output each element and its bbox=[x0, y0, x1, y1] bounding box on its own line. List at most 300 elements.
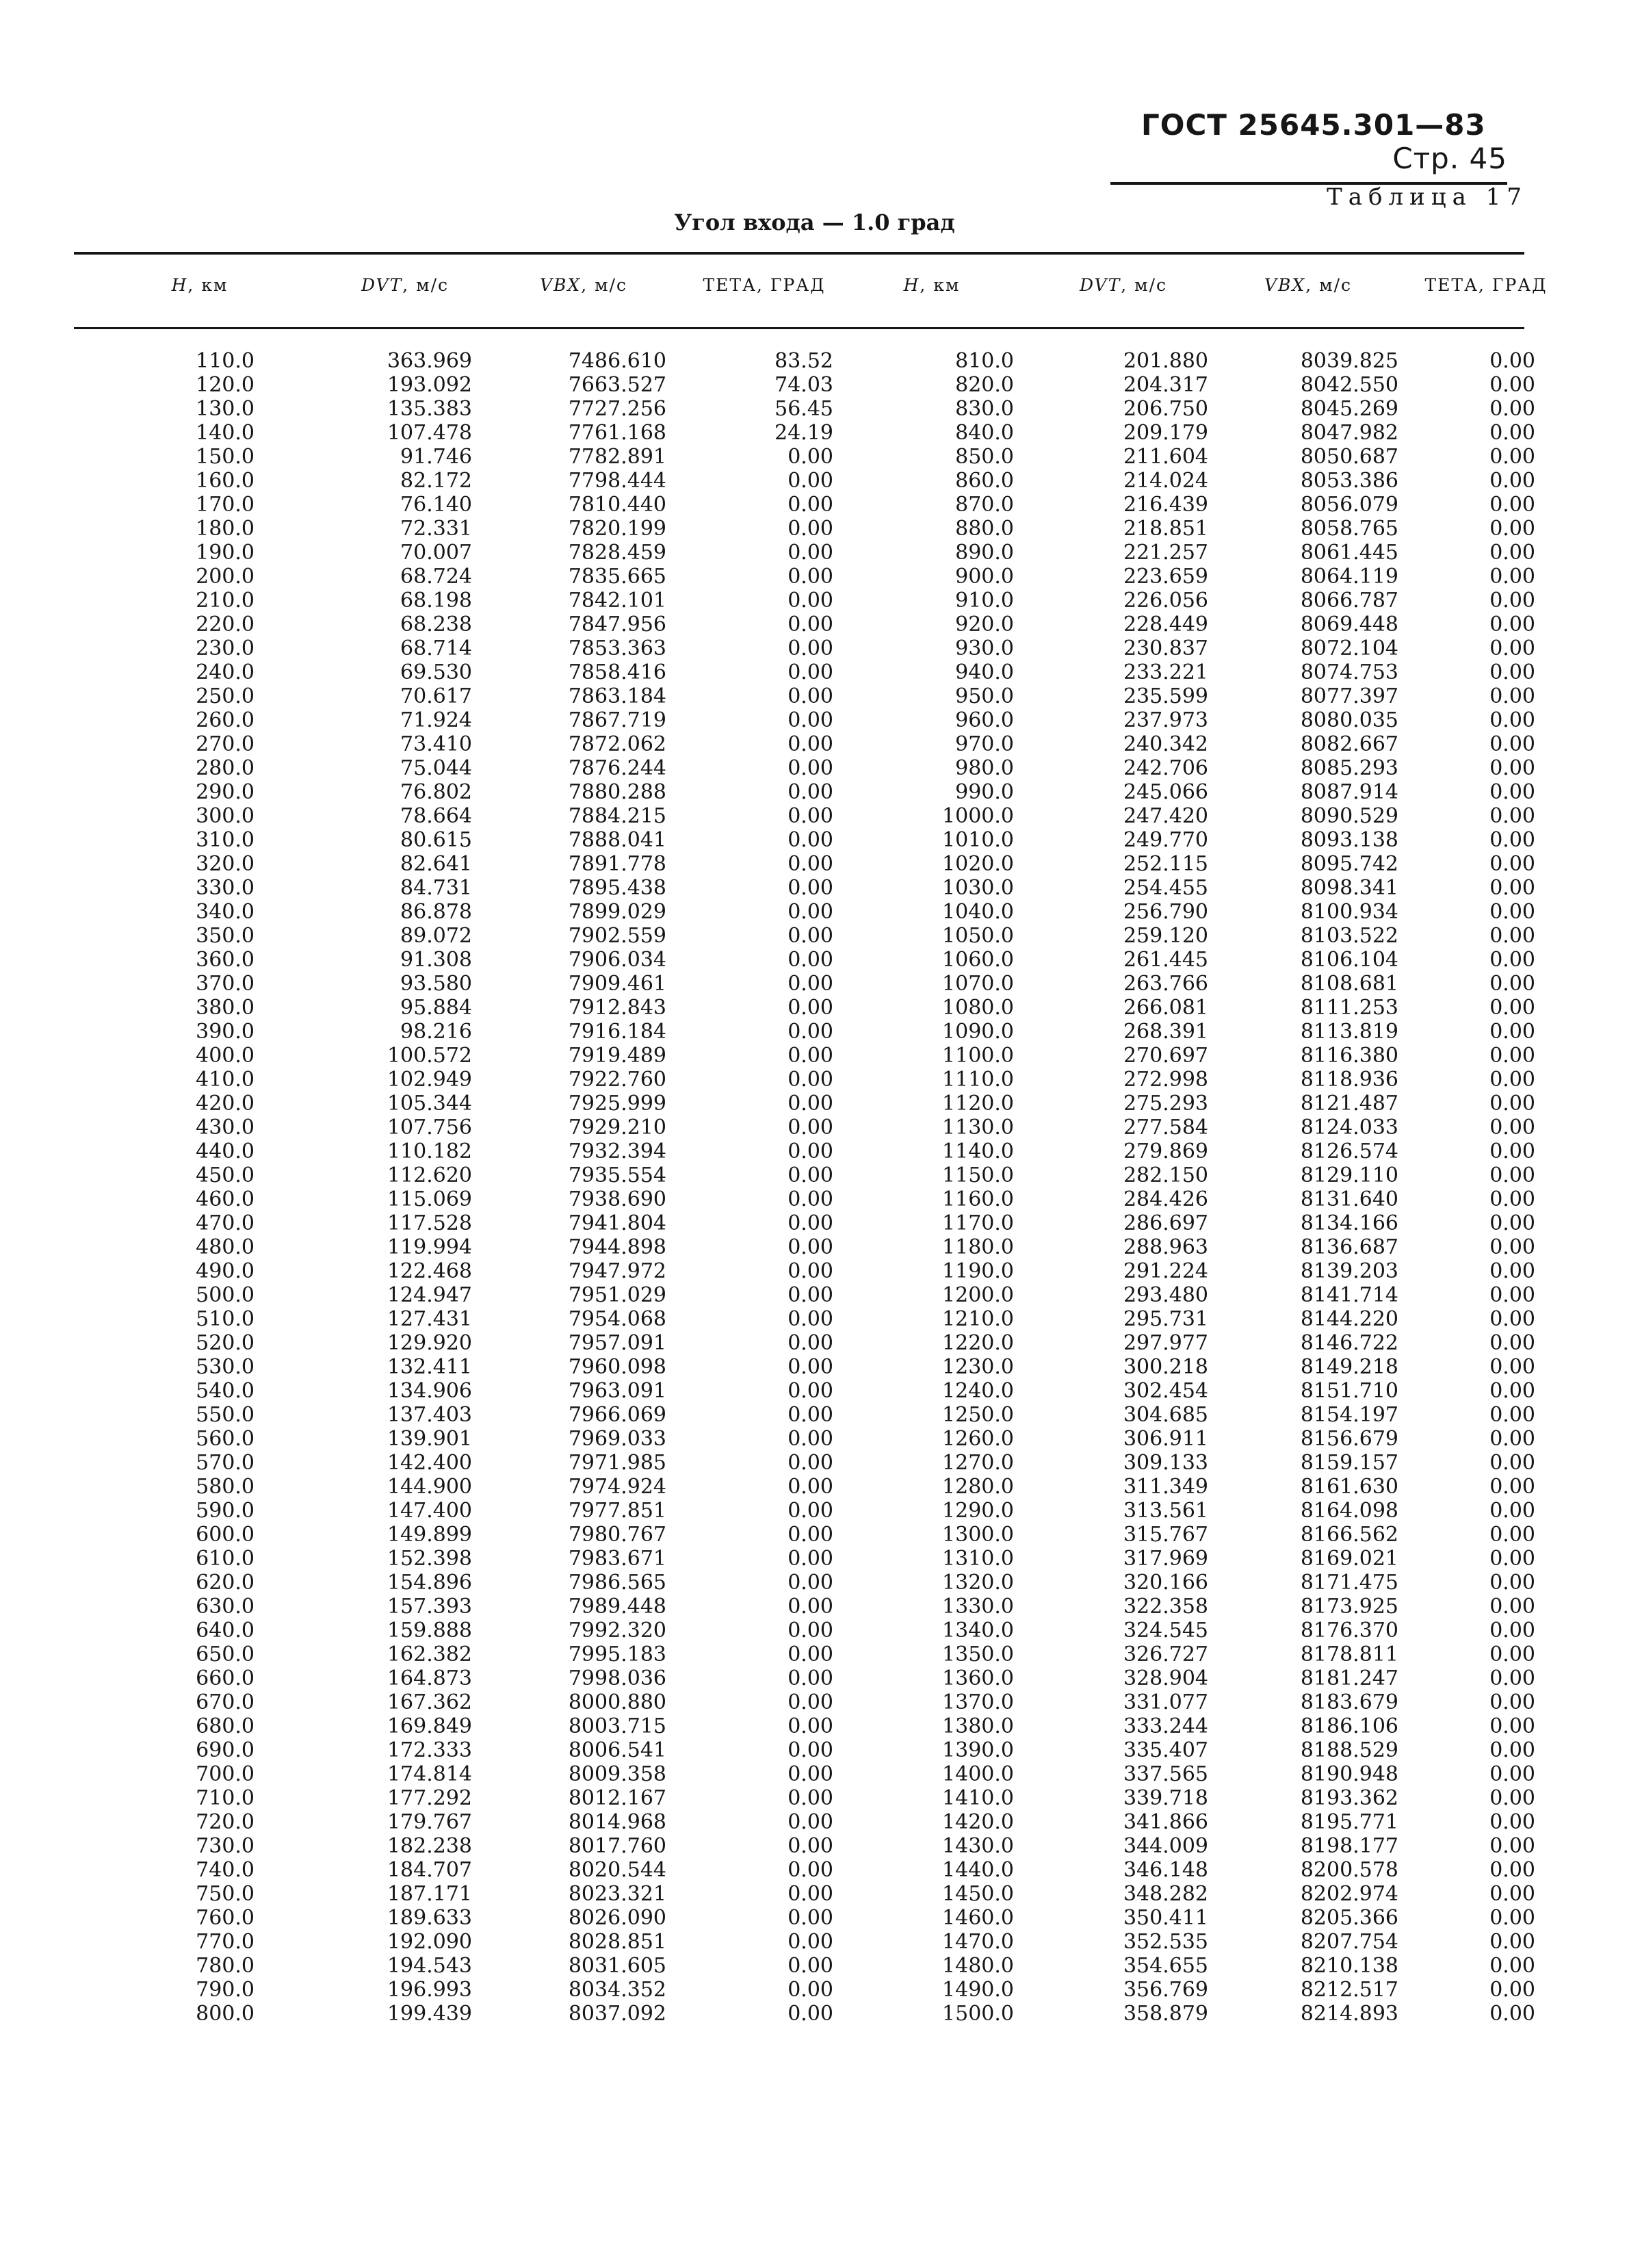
table-cell: 8085.293 bbox=[1300, 756, 1398, 780]
table-cell: 317.969 bbox=[1123, 1547, 1208, 1571]
table-cell: 272.998 bbox=[1123, 1068, 1208, 1092]
table-cell: 7922.760 bbox=[568, 1068, 666, 1092]
column-header: VBX, м/с bbox=[1264, 275, 1352, 295]
table-cell: 790.0 bbox=[196, 1978, 255, 2002]
table-cell: 344.009 bbox=[1123, 1834, 1208, 1858]
table-cell: 8064.119 bbox=[1300, 565, 1398, 589]
table-cell: 0.00 bbox=[787, 1523, 833, 1547]
table-cell: 0.00 bbox=[787, 996, 833, 1020]
table-cell: 940.0 bbox=[955, 660, 1014, 684]
table-cell: 1070.0 bbox=[942, 972, 1014, 996]
table-cell: 193.092 bbox=[387, 373, 472, 397]
table-cell: 8214.893 bbox=[1300, 2002, 1398, 2026]
table-cell: 1260.0 bbox=[942, 1427, 1014, 1451]
table-cell: 0.00 bbox=[787, 517, 833, 541]
table-cell: 7858.416 bbox=[568, 660, 666, 684]
table-cell: 0.00 bbox=[1489, 445, 1535, 469]
table-cell: 7995.183 bbox=[568, 1642, 666, 1666]
table-cell: 0.00 bbox=[787, 1738, 833, 1762]
standard-number: ГОСТ 25645.301—83 bbox=[1141, 108, 1486, 142]
table-cell: 259.120 bbox=[1123, 924, 1208, 948]
table-cell: 172.333 bbox=[387, 1738, 472, 1762]
table-cell: 8012.167 bbox=[568, 1786, 666, 1810]
table-cell: 356.769 bbox=[1123, 1978, 1208, 2002]
table-cell: 7989.448 bbox=[568, 1595, 666, 1619]
table-cell: 297.977 bbox=[1123, 1331, 1208, 1355]
table-cell: 164.873 bbox=[387, 1666, 472, 1690]
table-cell: 0.00 bbox=[787, 1978, 833, 2002]
table-cell: 1160.0 bbox=[942, 1187, 1014, 1211]
table-cell: 0.00 bbox=[1489, 1020, 1535, 1044]
table-cell: 7983.671 bbox=[568, 1547, 666, 1571]
table-cell: 520.0 bbox=[196, 1331, 255, 1355]
table-row bbox=[74, 948, 1535, 972]
table-row bbox=[74, 1403, 1535, 1427]
table-cell: 8095.742 bbox=[1300, 852, 1398, 876]
table-row bbox=[74, 1906, 1535, 1930]
table-cell: 354.655 bbox=[1123, 1954, 1208, 1978]
table-cell: 295.731 bbox=[1123, 1307, 1208, 1331]
table-cell: 0.00 bbox=[787, 1211, 833, 1235]
column-header: DVT, м/с bbox=[361, 275, 449, 295]
table-cell: 1300.0 bbox=[942, 1523, 1014, 1547]
table-cell: 0.00 bbox=[1489, 1068, 1535, 1092]
table-cell: 0.00 bbox=[1489, 1571, 1535, 1595]
table-cell: 0.00 bbox=[1489, 780, 1535, 804]
table-row bbox=[74, 613, 1535, 636]
table-cell: 7835.665 bbox=[568, 565, 666, 589]
table-cell: 770.0 bbox=[196, 1930, 255, 1954]
table-header-row bbox=[74, 275, 1548, 309]
table-cell: 0.00 bbox=[787, 1235, 833, 1259]
table-row bbox=[74, 972, 1535, 996]
table-cell: 7761.168 bbox=[568, 421, 666, 445]
table-cell: 0.00 bbox=[787, 1786, 833, 1810]
table-cell: 870.0 bbox=[955, 493, 1014, 517]
table-cell: 0.00 bbox=[1489, 1666, 1535, 1690]
table-cell: 139.901 bbox=[387, 1427, 472, 1451]
table-cell: 68.238 bbox=[400, 613, 472, 636]
table-cell: 8129.110 bbox=[1300, 1163, 1398, 1187]
table-cell: 1450.0 bbox=[942, 1882, 1014, 1906]
table-cell: 7876.244 bbox=[568, 756, 666, 780]
table-cell: 89.072 bbox=[400, 924, 472, 948]
table-cell: 0.00 bbox=[1489, 2002, 1535, 2026]
table-cell: 0.00 bbox=[1489, 756, 1535, 780]
table-cell: 313.561 bbox=[1123, 1499, 1208, 1523]
table-row bbox=[74, 517, 1535, 541]
table-cell: 8186.106 bbox=[1300, 1714, 1398, 1738]
table-cell: 840.0 bbox=[955, 421, 1014, 445]
table-cell: 7895.438 bbox=[568, 876, 666, 900]
table-cell: 282.150 bbox=[1123, 1163, 1208, 1187]
table-row bbox=[74, 1738, 1535, 1762]
table-cell: 0.00 bbox=[787, 1642, 833, 1666]
table-cell: 286.697 bbox=[1123, 1211, 1208, 1235]
table-cell: 8136.687 bbox=[1300, 1235, 1398, 1259]
table-cell: 1490.0 bbox=[942, 1978, 1014, 2002]
table-cell: 1370.0 bbox=[942, 1690, 1014, 1714]
table-cell: 180.0 bbox=[196, 517, 255, 541]
table-cell: 107.478 bbox=[387, 421, 472, 445]
table-cell: 7944.898 bbox=[568, 1235, 666, 1259]
table-cell: 1230.0 bbox=[942, 1355, 1014, 1379]
table-cell: 8121.487 bbox=[1300, 1092, 1398, 1116]
table-cell: 1000.0 bbox=[942, 804, 1014, 828]
table-cell: 8069.448 bbox=[1300, 613, 1398, 636]
table-row bbox=[74, 1499, 1535, 1523]
table-cell: 73.410 bbox=[400, 732, 472, 756]
table-cell: 930.0 bbox=[955, 636, 1014, 660]
table-cell: 8200.578 bbox=[1300, 1858, 1398, 1882]
table-cell: 0.00 bbox=[787, 1331, 833, 1355]
table-cell: 0.00 bbox=[787, 1954, 833, 1978]
table-cell: 8205.366 bbox=[1300, 1906, 1398, 1930]
table-cell: 0.00 bbox=[787, 852, 833, 876]
table-cell: 266.081 bbox=[1123, 996, 1208, 1020]
table-row bbox=[74, 1810, 1535, 1834]
table-cell: 230.0 bbox=[196, 636, 255, 660]
table-cell: 0.00 bbox=[1489, 1738, 1535, 1762]
table-cell: 0.00 bbox=[1489, 1283, 1535, 1307]
table-row bbox=[74, 1666, 1535, 1690]
table-row bbox=[74, 1163, 1535, 1187]
table-cell: 0.00 bbox=[1489, 1211, 1535, 1235]
table-top-rule bbox=[74, 252, 1524, 255]
table-cell: 8210.138 bbox=[1300, 1954, 1398, 1978]
table-cell: 250.0 bbox=[196, 684, 255, 708]
table-cell: 0.00 bbox=[787, 1906, 833, 1930]
table-cell: 7884.215 bbox=[568, 804, 666, 828]
table-cell: 730.0 bbox=[196, 1834, 255, 1858]
table-cell: 194.543 bbox=[387, 1954, 472, 1978]
table-cell: 7847.956 bbox=[568, 613, 666, 636]
table-cell: 0.00 bbox=[1489, 1331, 1535, 1355]
table-cell: 0.00 bbox=[787, 1068, 833, 1092]
table-cell: 7941.804 bbox=[568, 1211, 666, 1235]
table-cell: 135.383 bbox=[387, 397, 472, 421]
table-cell: 7998.036 bbox=[568, 1666, 666, 1690]
table-cell: 0.00 bbox=[1489, 1858, 1535, 1882]
table-cell: 8118.936 bbox=[1300, 1068, 1398, 1092]
table-cell: 1500.0 bbox=[942, 2002, 1014, 2026]
table-cell: 810.0 bbox=[955, 349, 1014, 373]
table-cell: 7919.489 bbox=[568, 1044, 666, 1068]
table-cell: 68.714 bbox=[400, 636, 472, 660]
table-cell: 306.911 bbox=[1123, 1427, 1208, 1451]
table-cell: 1410.0 bbox=[942, 1786, 1014, 1810]
table-row bbox=[74, 1954, 1535, 1978]
table-row bbox=[74, 565, 1535, 589]
table-cell: 120.0 bbox=[196, 373, 255, 397]
table-cell: 322.358 bbox=[1123, 1595, 1208, 1619]
table-row bbox=[74, 1762, 1535, 1786]
table-cell: 1010.0 bbox=[942, 828, 1014, 852]
table-cell: 8077.397 bbox=[1300, 684, 1398, 708]
table-row bbox=[74, 900, 1535, 924]
table-cell: 560.0 bbox=[196, 1427, 255, 1451]
table-cell: 82.641 bbox=[400, 852, 472, 876]
table-cell: 0.00 bbox=[787, 708, 833, 732]
table-cell: 1310.0 bbox=[942, 1547, 1014, 1571]
table-cell: 0.00 bbox=[1489, 1379, 1535, 1403]
table-cell: 0.00 bbox=[787, 1163, 833, 1187]
table-cell: 0.00 bbox=[1489, 349, 1535, 373]
table-cell: 56.45 bbox=[774, 397, 833, 421]
table-cell: 91.308 bbox=[400, 948, 472, 972]
table-cell: 122.468 bbox=[387, 1259, 472, 1283]
table-cell: 0.00 bbox=[787, 828, 833, 852]
table-row bbox=[74, 1714, 1535, 1738]
table-cell: 160.0 bbox=[196, 469, 255, 493]
table-cell: 263.766 bbox=[1123, 972, 1208, 996]
table-cell: 152.398 bbox=[387, 1547, 472, 1571]
table-cell: 7963.091 bbox=[568, 1379, 666, 1403]
table-cell: 900.0 bbox=[955, 565, 1014, 589]
table-cell: 0.00 bbox=[1489, 1714, 1535, 1738]
table-cell: 740.0 bbox=[196, 1858, 255, 1882]
table-cell: 0.00 bbox=[787, 1403, 833, 1427]
table-cell: 228.449 bbox=[1123, 613, 1208, 636]
table-row bbox=[74, 397, 1535, 421]
table-row bbox=[74, 1978, 1535, 2002]
table-cell: 8159.157 bbox=[1300, 1451, 1398, 1475]
table-cell: 0.00 bbox=[787, 1547, 833, 1571]
table-cell: 8028.851 bbox=[568, 1930, 666, 1954]
table-body bbox=[74, 349, 1535, 2026]
table-cell: 335.407 bbox=[1123, 1738, 1208, 1762]
table-cell: 0.00 bbox=[1489, 1475, 1535, 1499]
table-cell: 0.00 bbox=[787, 900, 833, 924]
table-cell: 8183.679 bbox=[1300, 1690, 1398, 1714]
table-cell: 8154.197 bbox=[1300, 1403, 1398, 1427]
table-cell: 1060.0 bbox=[942, 948, 1014, 972]
table-cell: 189.633 bbox=[387, 1906, 472, 1930]
table-cell: 0.00 bbox=[1489, 828, 1535, 852]
table-cell: 0.00 bbox=[1489, 708, 1535, 732]
table-cell: 8131.640 bbox=[1300, 1187, 1398, 1211]
table-cell: 8146.722 bbox=[1300, 1331, 1398, 1355]
table-row bbox=[74, 349, 1535, 373]
table-cell: 0.00 bbox=[787, 1187, 833, 1211]
table-cell: 8113.819 bbox=[1300, 1020, 1398, 1044]
table-row bbox=[74, 1930, 1535, 1954]
table-cell: 8156.679 bbox=[1300, 1427, 1398, 1451]
table-row bbox=[74, 1187, 1535, 1211]
table-row bbox=[74, 1882, 1535, 1906]
table-cell: 0.00 bbox=[1489, 876, 1535, 900]
table-cell: 0.00 bbox=[1489, 1978, 1535, 2002]
table-cell: 0.00 bbox=[787, 876, 833, 900]
table-cell: 1460.0 bbox=[942, 1906, 1014, 1930]
table-cell: 0.00 bbox=[787, 1834, 833, 1858]
table-cell: 7872.062 bbox=[568, 732, 666, 756]
table-cell: 0.00 bbox=[1489, 972, 1535, 996]
table-cell: 1360.0 bbox=[942, 1666, 1014, 1690]
table-cell: 201.880 bbox=[1123, 349, 1208, 373]
table-cell: 1400.0 bbox=[942, 1762, 1014, 1786]
table-cell: 850.0 bbox=[955, 445, 1014, 469]
table-cell: 0.00 bbox=[787, 565, 833, 589]
table-cell: 0.00 bbox=[1489, 517, 1535, 541]
table-cell: 7935.554 bbox=[568, 1163, 666, 1187]
table-cell: 0.00 bbox=[1489, 948, 1535, 972]
table-cell: 1100.0 bbox=[942, 1044, 1014, 1068]
table-cell: 8031.605 bbox=[568, 1954, 666, 1978]
table-cell: 760.0 bbox=[196, 1906, 255, 1930]
table-cell: 0.00 bbox=[787, 948, 833, 972]
table-cell: 860.0 bbox=[955, 469, 1014, 493]
table-cell: 8047.982 bbox=[1300, 421, 1398, 445]
table-cell: 0.00 bbox=[1489, 1786, 1535, 1810]
table-cell: 0.00 bbox=[1489, 373, 1535, 397]
table-cell: 76.802 bbox=[400, 780, 472, 804]
table-cell: 279.869 bbox=[1123, 1139, 1208, 1163]
table-row bbox=[74, 828, 1535, 852]
table-cell: 490.0 bbox=[196, 1259, 255, 1283]
table-cell: 0.00 bbox=[1489, 1762, 1535, 1786]
table-cell: 0.00 bbox=[787, 1762, 833, 1786]
table-cell: 1040.0 bbox=[942, 900, 1014, 924]
table-cell: 154.896 bbox=[387, 1571, 472, 1595]
table-cell: 358.879 bbox=[1123, 2002, 1208, 2026]
table-cell: 328.904 bbox=[1123, 1666, 1208, 1690]
table-cell: 320.0 bbox=[196, 852, 255, 876]
table-row bbox=[74, 469, 1535, 493]
table-cell: 242.706 bbox=[1123, 756, 1208, 780]
table-cell: 115.069 bbox=[387, 1187, 472, 1211]
table-cell: 8178.811 bbox=[1300, 1642, 1398, 1666]
table-cell: 0.00 bbox=[1489, 996, 1535, 1020]
table-cell: 331.077 bbox=[1123, 1690, 1208, 1714]
table-cell: 7912.843 bbox=[568, 996, 666, 1020]
table-cell: 277.584 bbox=[1123, 1116, 1208, 1139]
table-cell: 69.530 bbox=[400, 660, 472, 684]
table-cell: 210.0 bbox=[196, 589, 255, 613]
table-row bbox=[74, 780, 1535, 804]
table-cell: 460.0 bbox=[196, 1187, 255, 1211]
table-cell: 0.00 bbox=[1489, 1427, 1535, 1451]
table-cell: 570.0 bbox=[196, 1451, 255, 1475]
table-cell: 0.00 bbox=[1489, 1044, 1535, 1068]
table-cell: 149.899 bbox=[387, 1523, 472, 1547]
table-cell: 0.00 bbox=[1489, 732, 1535, 756]
table-row bbox=[74, 1475, 1535, 1499]
table-row bbox=[74, 708, 1535, 732]
table-cell: 162.382 bbox=[387, 1642, 472, 1666]
table-cell: 1110.0 bbox=[942, 1068, 1014, 1092]
table-cell: 8212.517 bbox=[1300, 1978, 1398, 2002]
table-cell: 8006.541 bbox=[568, 1738, 666, 1762]
table-row bbox=[74, 732, 1535, 756]
table-cell: 0.00 bbox=[1489, 1116, 1535, 1139]
table-cell: 0.00 bbox=[787, 636, 833, 660]
table-cell: 8195.771 bbox=[1300, 1810, 1398, 1834]
table-cell: 206.750 bbox=[1123, 397, 1208, 421]
table-cell: 7880.288 bbox=[568, 780, 666, 804]
table-cell: 0.00 bbox=[787, 469, 833, 493]
table-cell: 91.746 bbox=[400, 445, 472, 469]
table-cell: 750.0 bbox=[196, 1882, 255, 1906]
table-cell: 1250.0 bbox=[942, 1403, 1014, 1427]
table-row bbox=[74, 804, 1535, 828]
table-cell: 8171.475 bbox=[1300, 1571, 1398, 1595]
table-cell: 1440.0 bbox=[942, 1858, 1014, 1882]
table-cell: 0.00 bbox=[787, 613, 833, 636]
table-cell: 0.00 bbox=[1489, 1882, 1535, 1906]
table-cell: 0.00 bbox=[787, 780, 833, 804]
table-cell: 0.00 bbox=[1489, 541, 1535, 565]
table-cell: 290.0 bbox=[196, 780, 255, 804]
table-cell: 0.00 bbox=[1489, 636, 1535, 660]
table-row bbox=[74, 1571, 1535, 1595]
table-cell: 204.317 bbox=[1123, 373, 1208, 397]
table-cell: 240.342 bbox=[1123, 732, 1208, 756]
table-cell: 0.00 bbox=[787, 1882, 833, 1906]
table-cell: 270.697 bbox=[1123, 1044, 1208, 1068]
table-cell: 0.00 bbox=[787, 1283, 833, 1307]
table-cell: 324.545 bbox=[1123, 1619, 1208, 1642]
table-cell: 8034.352 bbox=[568, 1978, 666, 2002]
table-cell: 0.00 bbox=[1489, 1187, 1535, 1211]
table-cell: 78.664 bbox=[400, 804, 472, 828]
table-cell: 0.00 bbox=[1489, 1930, 1535, 1954]
table-cell: 8072.104 bbox=[1300, 636, 1398, 660]
table-cell: 112.620 bbox=[387, 1163, 472, 1187]
table-cell: 140.0 bbox=[196, 421, 255, 445]
table-cell: 275.293 bbox=[1123, 1092, 1208, 1116]
table-cell: 245.066 bbox=[1123, 780, 1208, 804]
table-cell: 590.0 bbox=[196, 1499, 255, 1523]
table-row bbox=[74, 1116, 1535, 1139]
table-cell: 7867.719 bbox=[568, 708, 666, 732]
table-cell: 119.994 bbox=[387, 1235, 472, 1259]
table-cell: 7663.527 bbox=[568, 373, 666, 397]
table-cell: 177.292 bbox=[387, 1786, 472, 1810]
table-cell: 8014.968 bbox=[568, 1810, 666, 1834]
table-cell: 8108.681 bbox=[1300, 972, 1398, 996]
table-cell: 1170.0 bbox=[942, 1211, 1014, 1235]
table-cell: 0.00 bbox=[787, 1714, 833, 1738]
table-cell: 137.403 bbox=[387, 1403, 472, 1427]
table-cell: 1330.0 bbox=[942, 1595, 1014, 1619]
table-cell: 1210.0 bbox=[942, 1307, 1014, 1331]
table-cell: 0.00 bbox=[787, 541, 833, 565]
table-cell: 8087.914 bbox=[1300, 780, 1398, 804]
table-cell: 0.00 bbox=[1489, 1523, 1535, 1547]
table-cell: 8144.220 bbox=[1300, 1307, 1398, 1331]
table-cell: 480.0 bbox=[196, 1235, 255, 1259]
table-cell: 8202.974 bbox=[1300, 1882, 1398, 1906]
table-cell: 8139.203 bbox=[1300, 1259, 1398, 1283]
table-cell: 70.617 bbox=[400, 684, 472, 708]
table-cell: 430.0 bbox=[196, 1116, 255, 1139]
table-cell: 221.257 bbox=[1123, 541, 1208, 565]
table-cell: 7929.210 bbox=[568, 1116, 666, 1139]
table-cell: 8164.098 bbox=[1300, 1499, 1398, 1523]
table-cell: 0.00 bbox=[787, 589, 833, 613]
table-cell: 350.411 bbox=[1123, 1906, 1208, 1930]
table-cell: 8020.544 bbox=[568, 1858, 666, 1882]
table-cell: 268.391 bbox=[1123, 1020, 1208, 1044]
table-cell: 187.171 bbox=[387, 1882, 472, 1906]
column-header: VBX, м/с bbox=[540, 275, 627, 295]
table-cell: 7966.069 bbox=[568, 1403, 666, 1427]
table-cell: 620.0 bbox=[196, 1571, 255, 1595]
table-cell: 179.767 bbox=[387, 1810, 472, 1834]
table-cell: 8103.522 bbox=[1300, 924, 1398, 948]
column-header: H, км bbox=[171, 275, 229, 295]
